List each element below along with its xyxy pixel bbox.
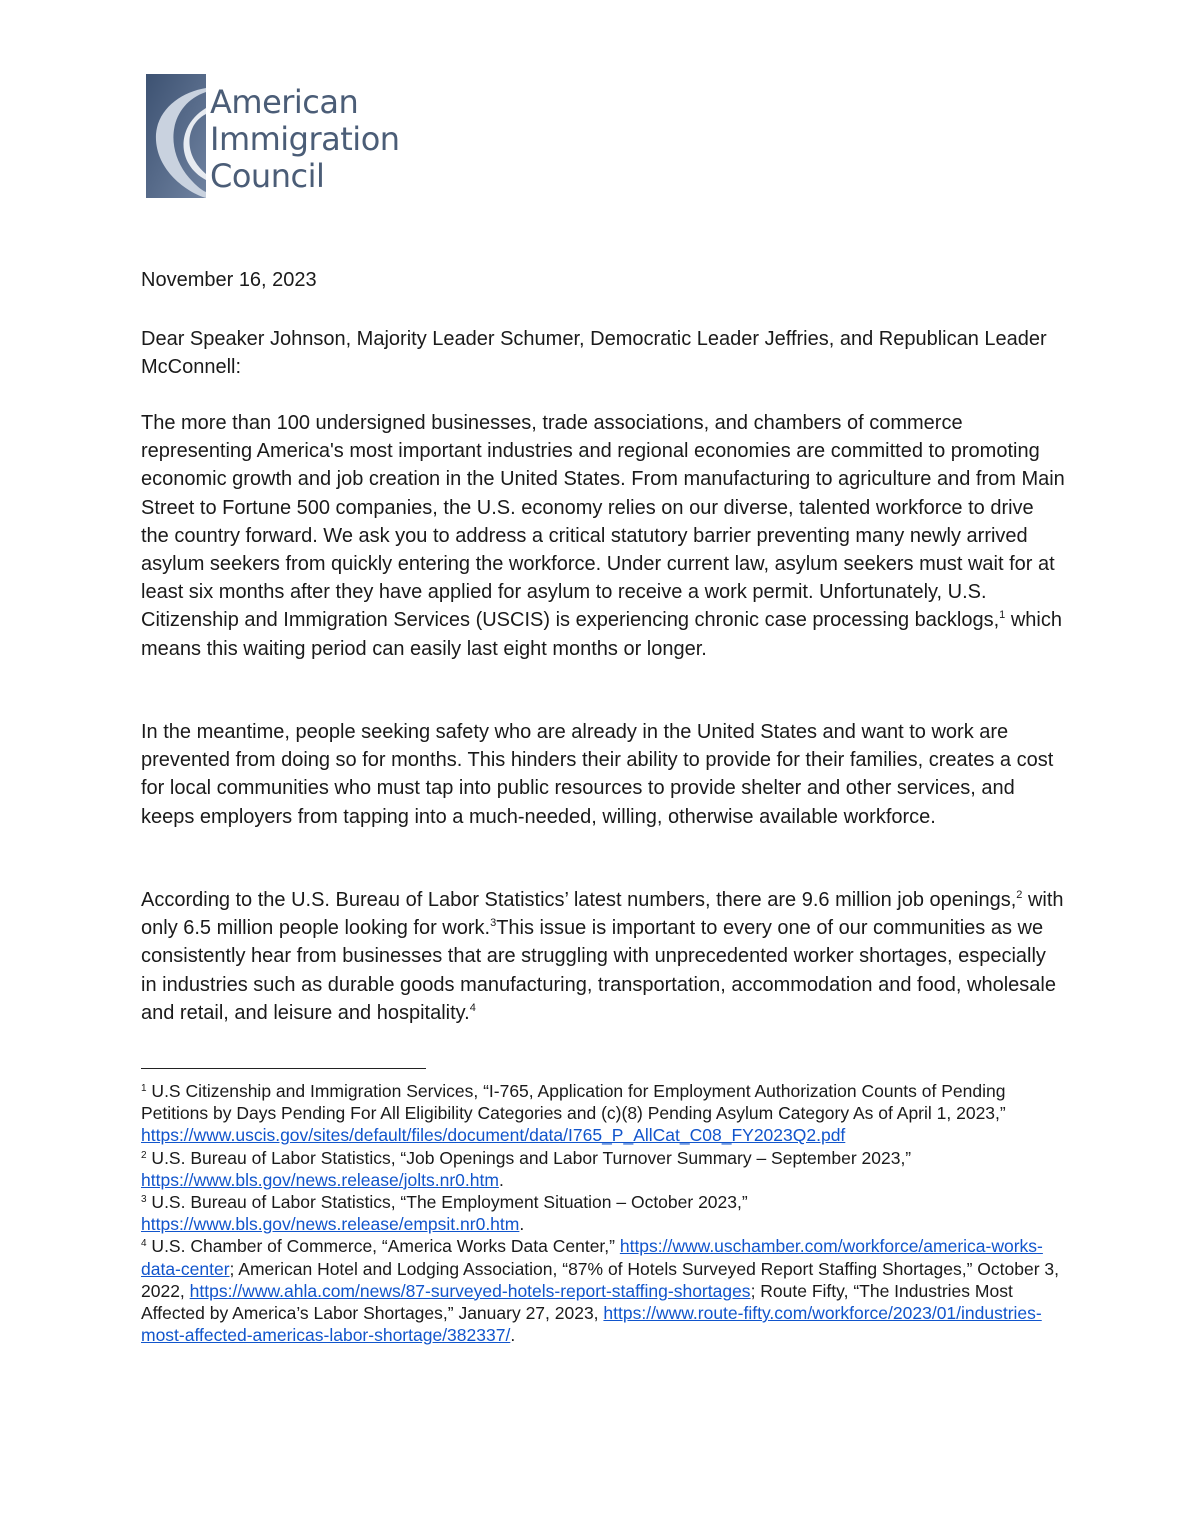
paragraph-3-text-b: with only 6.5 million people looking for work. [141, 889, 1064, 940]
footnote-1 [141, 1080, 1071, 1147]
paragraph-2: In the meantime, people seeking safety who are already in the United States and want to work are prevented from doing so for months. This hinders their ability to provide for their families, creates a cost for local communities who must tap into public resources to provide shelter and other services, and keeps employers from tapping into a much-needed, willing, otherwise available workforce. [141, 721, 1054, 828]
footnote-ref-3[interactable]: 3 [490, 917, 497, 930]
footnote-number: 1 [141, 1083, 147, 1094]
footnotes [141, 1080, 1071, 1346]
letter-date: November 16, 2023 [141, 269, 317, 291]
logo-line-2: Immigration [210, 120, 400, 158]
paragraph-1 [141, 409, 1066, 663]
logo-line-1: American [210, 83, 359, 121]
organization-logo [146, 74, 406, 198]
footnote-link[interactable]: https://www.bls.gov/news.release/empsit.nr0.htm [141, 1214, 520, 1235]
footnote-number: 2 [141, 1149, 147, 1161]
footnote-tail: ; American Hotel and Lodging Association, “87% of Hotels Surveyed Report Staffing Shortages,” October 3, 2022, [141, 1258, 1059, 1301]
footnote-number: 4 [141, 1238, 147, 1250]
footnote-tail: . [498, 1169, 504, 1190]
paragraph-1-text-b: which means this waiting period can easily last eight months or longer. [141, 609, 1062, 660]
logo-wordmark [210, 84, 400, 195]
letter-salutation: Dear Speaker Johnson, Majority Leader Schumer, Democratic Leader Jeffries, and Republican Leader McConnell: [141, 328, 1047, 378]
footnote-ref-1[interactable]: 1 [999, 609, 1006, 622]
paragraph-1-text-a: The more than 100 undersigned businesses, trade associations, and chambers of commerce representing America's most important industries and regional economies are committed to promoting economic growth and job creation in the United States. From manufacturing to agriculture and from Main Street to Fortune 500 companies, the U.S. economy relies on our diverse, talented workforce to drive the country forward. We ask you to address a critical statutory barrier preventing many newly arrived asylum seekers from quickly entering the workforce. Under current law, asylum seekers must wait for at least six months after they have applied for asylum to receive a work permit. Unfortunately, U.S. Citizenship and Immigration Services (USCIS) is experiencing chronic case processing backlogs, [141, 412, 1065, 632]
footnote-ref-2[interactable]: 2 [1016, 889, 1023, 901]
footnote-link-3[interactable]: https://www.route-fifty.com/workforce/2023/01/industries-most-affected-americas-labor-shortage/382337/ [141, 1303, 1042, 1346]
footnote-text: U.S. Bureau of Labor Statistics, “The Employment Situation – October 2023,” [146, 1192, 748, 1213]
footnote-link[interactable]: https://www.uscis.gov/sites/default/files/document/data/I765_P_AllCat_C08_FY2023Q2.pdf [141, 1125, 846, 1146]
paragraph-3 [141, 886, 1066, 1027]
logo-line-3: Council [210, 157, 325, 195]
footnote-text: U.S Citizenship and Immigration Services, “I-765, Application for Employment Authorization Counts of Pending Petitions by Days Pending For All Eligibility Categories and (c)(8) Pending Asylum Category As of April 1, 2023,” [141, 1081, 1006, 1124]
paragraph-3-text-a: According to the U.S. Bureau of Labor Statistics’ latest numbers, there are 9.6 million job openings, [141, 889, 1017, 911]
footnote-link[interactable]: https://www.bls.gov/news.release/jolts.nr0.htm [141, 1169, 499, 1190]
footnote-3 [141, 1191, 1071, 1235]
footnote-tail: . [519, 1214, 525, 1235]
footnote-4 [141, 1235, 1071, 1346]
footnote-link-2[interactable]: https://www.ahla.com/news/87-surveyed-hotels-report-staffing-shortages [189, 1280, 751, 1301]
footnote-tail-3: . [510, 1325, 516, 1346]
footnote-link[interactable]: https://www.uschamber.com/workforce/america-works-data-center [141, 1236, 1043, 1279]
footnote-tail-2: ; Route Fifty, “The Industries Most Affected by America’s Labor Shortages,” January 27, 2023, [141, 1280, 1013, 1324]
footnote-text: U.S. Bureau of Labor Statistics, “Job Openings and Labor Turnover Summary – September 2023,” [146, 1147, 912, 1168]
footnote-2 [141, 1147, 1071, 1191]
footnote-ref-4[interactable]: 4 [469, 1001, 476, 1014]
footnote-number: 3 [141, 1194, 147, 1206]
logo-mark-icon [146, 74, 206, 198]
paragraph-3-text-c: This issue is important to every one of our communities as we consistently hear from businesses that are struggling with unprecedented worker shortages, especially in industries such as durable goods manufacturing, transportation, accommodation and food, wholesale and retail, and leisure and hospitality. [141, 917, 1056, 1024]
footnote-divider [141, 1068, 426, 1069]
footnote-text: U.S. Chamber of Commerce, “America Works Data Center,” [146, 1236, 620, 1257]
